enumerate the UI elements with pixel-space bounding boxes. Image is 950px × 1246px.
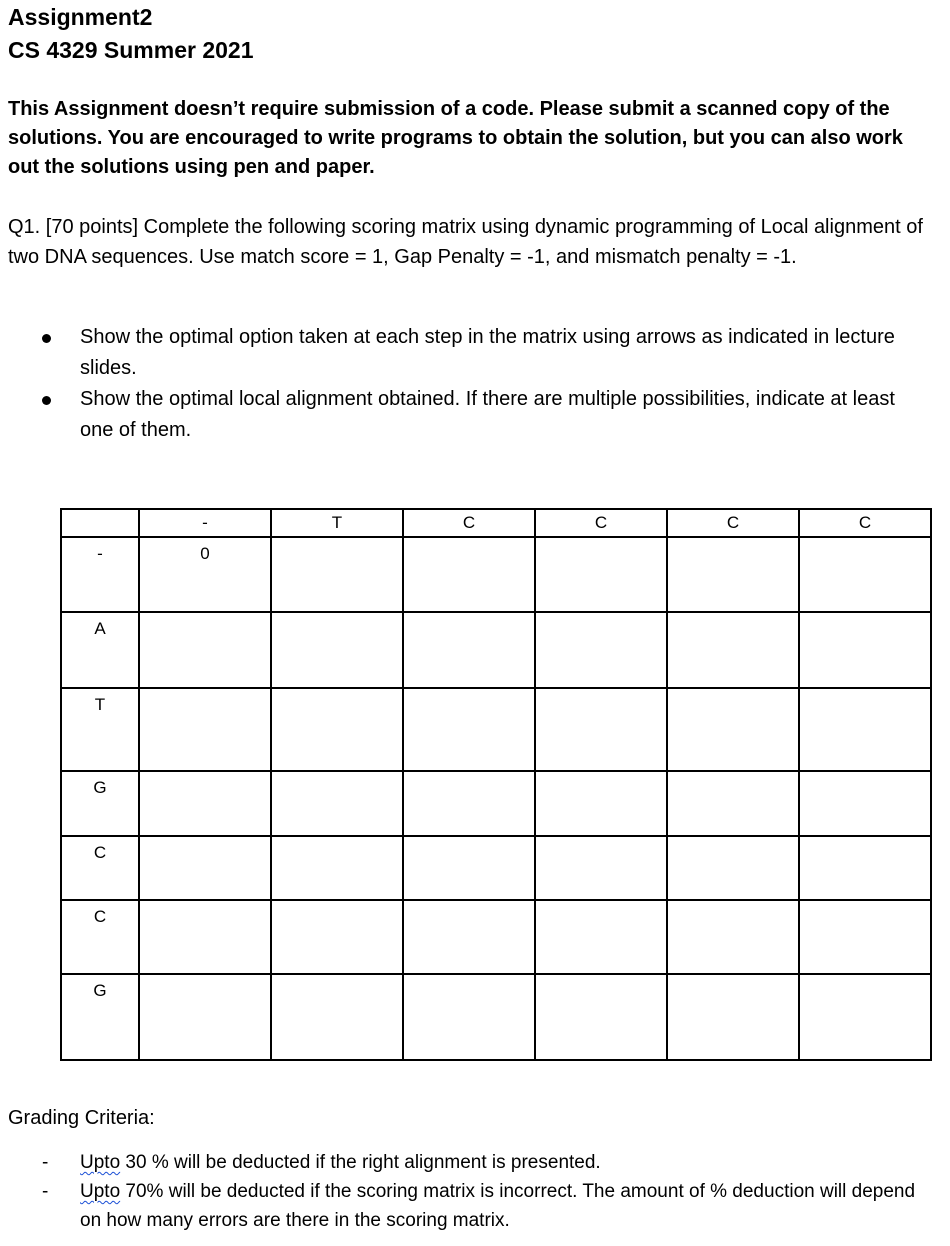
matrix-cell <box>403 771 535 836</box>
matrix-cell <box>667 537 799 612</box>
matrix-cell <box>799 537 931 612</box>
scoring-matrix <box>60 508 932 1061</box>
matrix-cell <box>403 836 535 900</box>
matrix-cell <box>667 974 799 1060</box>
dash-marker: - <box>42 1152 49 1173</box>
grading-text: 30 % will be deducted if the right alignment is presented. <box>120 1152 601 1173</box>
matrix-cell <box>799 688 931 771</box>
grading-item <box>0 1177 920 1235</box>
matrix-cell <box>139 836 271 900</box>
bullet-icon <box>42 334 51 343</box>
column-header: C <box>799 509 931 537</box>
matrix-cell <box>139 688 271 771</box>
row-header: C <box>61 900 139 974</box>
grading-list <box>0 1148 950 1235</box>
grading-lead: Upto <box>80 1152 121 1173</box>
instruction-text: Show the optimal option taken at each step in the matrix using arrows as indicated in lecture slides. <box>80 326 895 379</box>
matrix-cell <box>535 537 667 612</box>
row-header: A <box>61 612 139 688</box>
matrix-cell: 0 <box>139 537 271 612</box>
assignment-title: Assignment2 <box>8 4 153 30</box>
matrix-cell <box>271 900 403 974</box>
matrix-row <box>61 537 931 612</box>
grading-heading: Grading Criteria: <box>8 1107 155 1129</box>
question-text: Q1. [70 points] Complete the following scoring matrix using dynamic programming of Local alignment of two DNA sequences. Use match score = 1, Gap Penalty = -1, and mismatch penalty = -1. <box>8 216 923 268</box>
row-header: T <box>61 688 139 771</box>
matrix-cell <box>139 771 271 836</box>
matrix-cell <box>667 688 799 771</box>
matrix-row <box>61 612 931 688</box>
matrix-cell <box>535 974 667 1060</box>
matrix-cell <box>139 612 271 688</box>
matrix-cell <box>271 537 403 612</box>
instruction-list <box>0 322 950 446</box>
matrix-cell <box>535 688 667 771</box>
dash-marker: - <box>42 1181 49 1202</box>
bullet-icon <box>42 396 51 405</box>
matrix-cell <box>271 688 403 771</box>
column-header: C <box>667 509 799 537</box>
matrix-cell <box>667 836 799 900</box>
matrix-cell <box>799 900 931 974</box>
matrix-cell <box>403 537 535 612</box>
matrix-cell <box>667 612 799 688</box>
matrix-cell <box>403 612 535 688</box>
matrix-cell <box>139 974 271 1060</box>
matrix-cell <box>535 836 667 900</box>
instruction-item <box>0 322 930 384</box>
matrix-cell <box>799 974 931 1060</box>
matrix-cell <box>799 836 931 900</box>
row-header: G <box>61 771 139 836</box>
matrix-row <box>61 974 931 1060</box>
column-header: T <box>271 509 403 537</box>
matrix-cell <box>271 612 403 688</box>
grading-lead: Upto <box>80 1181 121 1202</box>
matrix-cell <box>535 771 667 836</box>
grading-item <box>0 1148 920 1177</box>
row-header: G <box>61 974 139 1060</box>
row-header: - <box>61 537 139 612</box>
matrix-cell <box>271 974 403 1060</box>
matrix-cell <box>139 900 271 974</box>
matrix-cell <box>799 771 931 836</box>
matrix-cell <box>667 900 799 974</box>
matrix-header-row <box>61 509 931 537</box>
matrix-cell <box>403 900 535 974</box>
course-title: CS 4329 Summer 2021 <box>8 37 254 63</box>
column-header: C <box>403 509 535 537</box>
matrix-row <box>61 771 931 836</box>
matrix-cell <box>403 974 535 1060</box>
matrix-cell <box>403 688 535 771</box>
matrix-row <box>61 836 931 900</box>
matrix-cell <box>271 771 403 836</box>
matrix-row <box>61 900 931 974</box>
column-header: C <box>535 509 667 537</box>
instruction-item <box>0 384 930 446</box>
matrix-corner-cell <box>61 509 139 537</box>
intro-paragraph: This Assignment doesn’t require submission of a code. Please submit a scanned copy of the solutions. You are encouraged to write programs to obtain the solution, but you can also work out the solutions using pen and paper. <box>8 98 903 178</box>
row-header: C <box>61 836 139 900</box>
matrix-row <box>61 688 931 771</box>
matrix-cell <box>799 612 931 688</box>
matrix-cell <box>271 836 403 900</box>
matrix-cell <box>535 612 667 688</box>
instruction-text: Show the optimal local alignment obtained. If there are multiple possibilities, indicate at least one of them. <box>80 388 895 441</box>
grading-text: 70% will be deducted if the scoring matrix is incorrect. The amount of % deduction will depend on how many errors are there in the scoring matrix. <box>80 1181 916 1231</box>
matrix-cell <box>535 900 667 974</box>
column-header: - <box>139 509 271 537</box>
matrix-cell <box>667 771 799 836</box>
